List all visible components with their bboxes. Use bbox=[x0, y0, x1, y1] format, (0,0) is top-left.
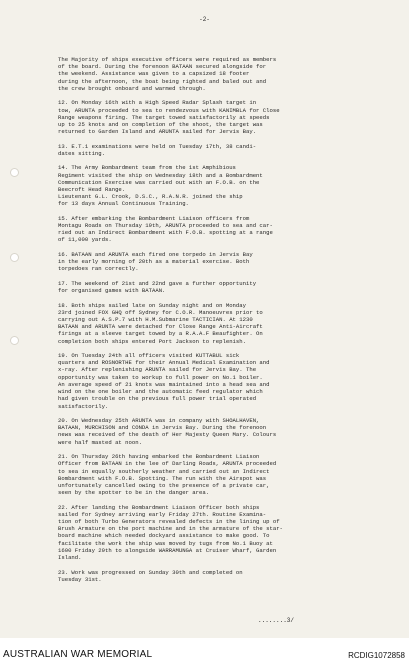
document-body bbox=[58, 56, 354, 590]
record-id: RCDIG1072858 bbox=[348, 651, 405, 660]
paragraph: 14. The Army Bombardment team from the 1st Amphibious Regiment visited the ship on Wednesday 18th and a Bombardment Communication Exercise was carried out with an F.O.B. on the Beecroft Head Range. Lieutenant G.L. Crook, D.S.C., R.A.N.R. joined the ship for 13 days Annual Continuous Training. bbox=[58, 164, 263, 208]
punch-hole bbox=[10, 253, 19, 262]
punch-hole bbox=[10, 336, 19, 345]
paragraph: 12. On Monday 16th with a High Speed Radar Splash target in tow, ARUNTA proceeded to sea to rendezvous with KANIMBLA for Close Range weapons firing. The target towed satisfactorily at speeds up to 25 knots and on completion of the shoot, the target was returned to Garden Island and ARUNTA sailed for Jervis Bay. bbox=[58, 99, 280, 136]
continuation-marker: ........3/ bbox=[258, 617, 295, 624]
paragraph: 17. The weekend of 21st and 22nd gave a further opportunity for organised games with BATAAN. bbox=[58, 279, 257, 295]
paragraph: 20. On Wednesday 25th ARUNTA was in company with SHOALHAVEN, BATAAN, MURCHISON and CONDA in Jervis Bay. During the forenoon news was received of the death of Her Majesty Queen Mary. Colours were half masted at noon. bbox=[58, 417, 277, 446]
paragraph: 22. After landing the Bombardment Liaison Officer both ships sailed for Sydney arriving early Friday 27th. Routine Examina- tion of both Turbo Generators revealed defects in the lining up of Brush Armature on the port machine and in the armature of the star- board machine which needed dockyard assistance to make good. To facilitate the work the ship was moved by tugs from No.1 Buoy at 1600 Friday 29th to alongside WARRAMUNGA at Cruiser Wharf, Garden Island. bbox=[58, 503, 283, 562]
paragraph: 15. After embarking the Bombardment Liaison officers from Montagu Roads on Thursday 19th, ARUNTA proceeded to sea and car- ried out an Indirect Bombardment with F.O.B. spotting at a range of 11,000 yards. bbox=[58, 214, 273, 244]
page-number: -2- bbox=[199, 16, 210, 23]
paragraph: 18. Both ships sailed late on Sunday night and on Monday 23rd joined FOX GHQ off Sydney for C.O.R. Manoeuvres prior to carrying out A.S.P.7 with H.M.Submarine TACTICIAN. At 1230 BATAAN and ARUNTA were detached for Close Range Anti-Aircraft firings at a sleeve target towed by a R.A.A.F Beaufighter. On completion both ships entered Port Jackson to replenish. bbox=[58, 301, 263, 345]
paragraph: 21. On Thursday 26th having embarked the Bombardment Liaison Officer from BATAAN in the lee of Darling Roads, ARUNTA proceeded to sea in equally southerly weather and carried out an Indirect Bombardment with F.O.B. Spotting. The run with the Airspot was unfortunately cancelled owing to the presence of a private car, seen by the spotter to be in the danger area. bbox=[58, 453, 277, 497]
paragraph: 19. On Tuesday 24th all officers visited KUTTABUL sick quarters and ROSNORTHE for their Annual Medical Examination and x-ray. After replenishing ARUNTA sailed for Jervis Bay. The opportunity was taken to workup to full power on No.1 boiler. An average speed of 21 knots was maintained into a head sea and wind on the one boiler and the automatic feed regulator which had given trouble on the previous full power trial operated satisfactorily. bbox=[58, 352, 270, 410]
paragraph: 16. BATAAN and ARUNTA each fired one torpedo in Jervis Bay in the early morning of 20th as a material exercise. Both torpedoes ran correctly. bbox=[58, 250, 253, 273]
paragraph: 23. Work was progressed on Sunday 30th and completed on Tuesday 31st. bbox=[58, 568, 243, 583]
archive-footer bbox=[0, 638, 409, 666]
punch-hole bbox=[10, 168, 19, 177]
paragraph: 13. E.T.1 examinations were held on Tuesday 17th, 38 candi- dates sitting. bbox=[58, 142, 257, 157]
collection-name: AUSTRALIAN WAR MEMORIAL bbox=[3, 649, 153, 660]
paragraph: The Majority of ships executive officers were required as members of the board. During the forenoon BATAAN secured alongside for the weekend. Assistance was given to a capsized 18 footer during the afternoon, the boat being righted and baled out and the crew brought onboard and warmed through. bbox=[58, 56, 277, 92]
